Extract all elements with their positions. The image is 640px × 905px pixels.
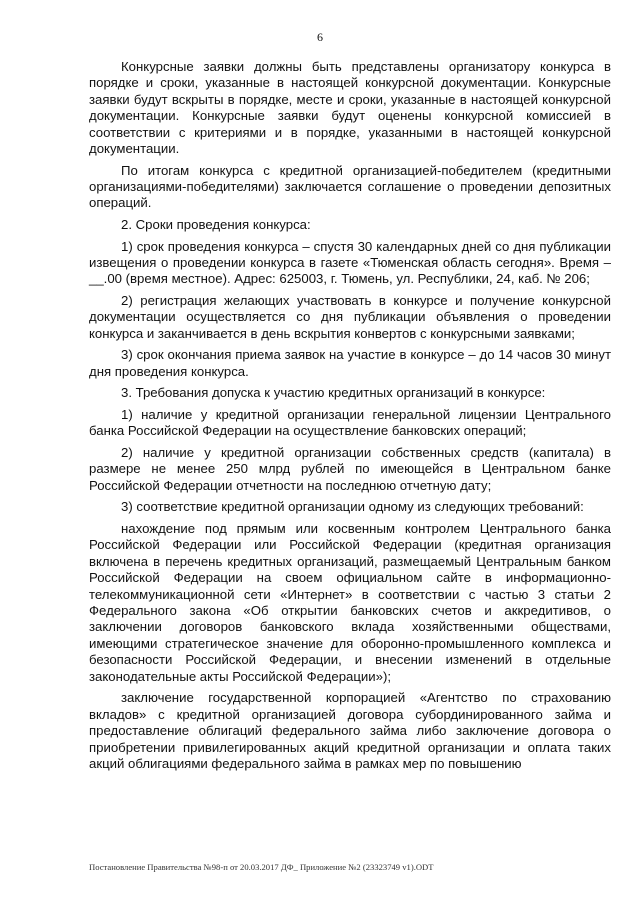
section-heading: 2. Сроки проведения конкурса: [121, 217, 311, 233]
list-item: 3) соответствие кредитной организации одному из следующих требований: [121, 499, 584, 515]
list-item: 3) срок окончания приема заявок на участие в конкурсе – до 14 часов 30 минут дня проведения конкурса. [89, 347, 611, 379]
paragraph: По итогам конкурса с кредитной организацией-победителем (кредитными организациями-победителями) заключается соглашение о проведении депозитных операций. [89, 162, 611, 211]
paragraph: Конкурсные заявки должны быть представлены организатору конкурса в порядке и сроки, указанные в настоящей конкурсной документации. Конкурсные заявки будут вскрыты в порядке, месте и сроки, указанные в настоящей конкурсной документации. Конкурсные заявки будут оценены конкурсной комиссией в соответствии с критериями и в порядке, указанными в настоящей конкурсной документации. [89, 59, 611, 157]
list-item: 1) срок проведения конкурса – спустя 30 календарных дней со дня публикации извещения о проведении конкурса в газете «Тюменская область сегодня». Время – __.00 (время местное). Адрес: 625003, г. Тюмень, ул. Республики, 24, каб. № 206; [89, 238, 611, 287]
list-item: 2) регистрация желающих участвовать в конкурсе и получение конкурсной документации осуществляется со дня публикации объявления о проведении конкурса и заканчивается в день вскрытия конвертов с конкурсными заявками; [89, 293, 611, 341]
page-number: 6 [317, 30, 323, 44]
list-item: 2) наличие у кредитной организации собственных средств (капитала) в размере не менее 250 млрд рублей по имеющейся в Центральном банке Российской Федерации отчетности на последнюю отчетную дату; [89, 445, 611, 493]
document-footer: Постановление Правительства №98-п от 20.03.2017 ДФ_ Приложение №2 (23323749 v1).ODT [89, 862, 434, 872]
section-heading: 3. Требования допуска к участию кредитных организаций в конкурсе: [121, 385, 546, 401]
paragraph: заключение государственной корпорацией «Агентство по страхованию вкладов» с кредитной организацией договора субординированного займа и предоставление облигаций федерального займа либо заключение договора о приобретении привилегированных акций кредитной организации и оплата таких акций облигациями федерального займа в рамках мер по повышению [89, 690, 611, 771]
paragraph: нахождение под прямым или косвенным контролем Центрального банка Российской Федерации или Российской Федерации (кредитная организация включена в перечень кредитных организаций, размещаемый Центральным банком Российской Федерации на своем официальном сайте в информационно-телекоммуникационной сети «Интернет» в соответствии с частью 3 статьи 2 Федерального закона «Об открытии банковских счетов и аккредитивов, о заключении договоров банковского вклада хозяйственными обществами, имеющими стратегическое значение для оборонно-промышленного комплекса и безопасности Российской Федерации, и внесении изменений в отдельные законодательные акты Российской Федерации»); [89, 521, 611, 684]
document-body [89, 59, 611, 778]
list-item: 1) наличие у кредитной организации генеральной лицензии Центрального банка Российской Федерации на осуществление банковских операций; [89, 407, 611, 439]
